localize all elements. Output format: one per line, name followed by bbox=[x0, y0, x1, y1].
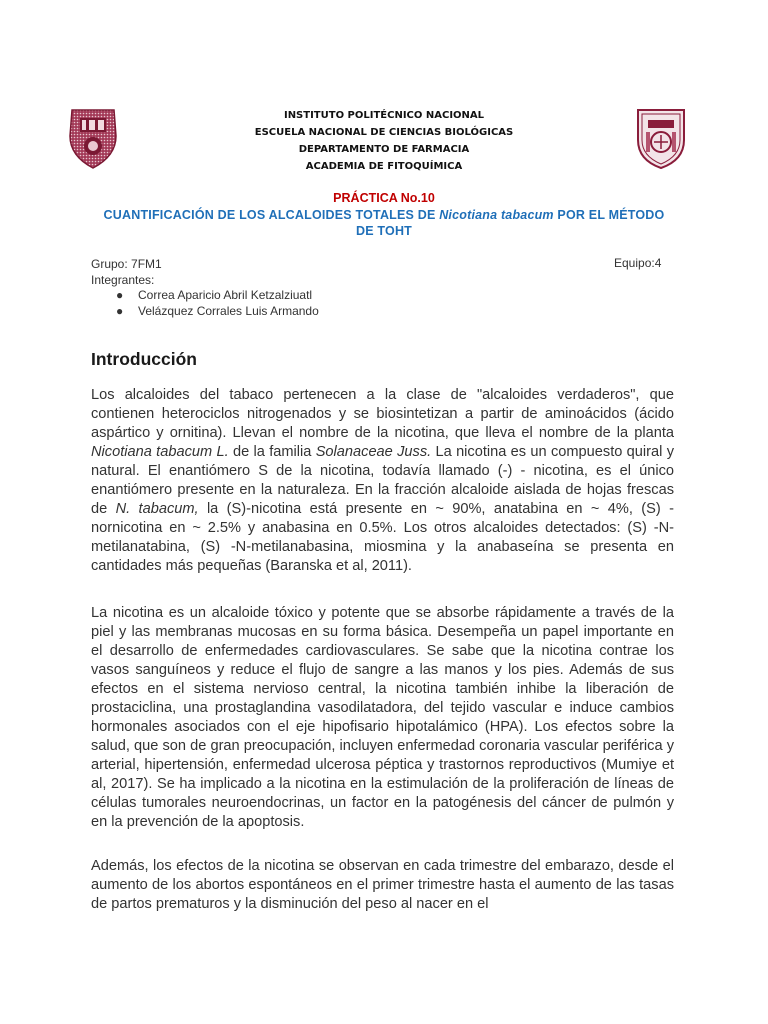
team-label: Equipo:4 bbox=[614, 256, 662, 270]
institute-name: INSTITUTO POLITÉCNICO NACIONAL bbox=[283, 110, 485, 121]
section-heading-introduction: Introducción bbox=[91, 349, 197, 369]
text-run: Los alcaloides del tabaco pertenecen a la clase de "alcaloides verdaderos", que contienen heterociclos nitrogenados y se biosintetizan a partir de aminoácidos (ácido aspártico y ornitina). Llevan el nombre de la nicotina, que lleva el nombre de la planta bbox=[91, 387, 674, 441]
text-run: La nicotina es un compuesto quiral y natural. El enantiómero S de la nicotina, todavía llamado (-) - nicotina, es el único enantiómero presente en la naturaleza. En la fracción alcaloide aislada de hojas frescas de bbox=[91, 444, 674, 517]
title-part-2: POR EL MÉTODO DE TOHT bbox=[355, 208, 665, 238]
practice-number: PRÁCTICA No.10 bbox=[333, 191, 435, 205]
members-label: Integrantes: bbox=[91, 273, 155, 287]
paragraph-3: Además, los efectos de la nicotina se observan en cada trimestre del embarazo, desde el aumento de los abortos espontáneos en el primer trimestre hasta el aumento de las tasas de partos prematuros y la disminución del peso al nacer en el bbox=[91, 858, 674, 912]
list-item: ● Velázquez Corrales Luis Armando bbox=[116, 304, 319, 318]
paragraph-2: La nicotina es un alcaloide tóxico y potente que se absorbe rápidamente a través de la piel y las membranas mucosas en su forma básica. Desempeña un papel importante en el desarrollo de enfermedades cardiovasculares. Se sabe que la nicotina contrae los vasos sanguíneos y reduce el flujo de sangre a las manos y los pies. Además de sus efectos en el sistema nervioso central, la nicotina también inhibe la liberación de prostaciclina, una prostaglandina vasodilatadora, del tejido vascular e induce cambios hormonales asociados con el eje hipofisario hipotalámico (HPA). Los efectos sobre la salud, que son de gran preocupación, incluyen enfermedad coronaria vascular periférica y arterial, hipertensión, enfermedad ulcerosa péptica y trastornos reproductivos (Mumiye et al, 2017). Se ha implicado a la nicotina en la estimulación de la proliferación de líneas de células tumorales neuroendocrinas, un factor en la patogénesis del cáncer de pulmón y en la prevención de la apoptosis. bbox=[91, 605, 674, 830]
species-abbrev: N. tabacum, bbox=[115, 501, 199, 517]
paragraph-1 bbox=[91, 386, 674, 576]
species-name: Nicotiana tabacum L. bbox=[91, 444, 229, 460]
document-title bbox=[96, 207, 672, 239]
group-label: Grupo: 7FM1 bbox=[91, 257, 162, 271]
title-species: Nicotiana tabacum bbox=[439, 208, 554, 222]
school-name: ESCUELA NACIONAL DE CIENCIAS BIOLÓGICAS bbox=[254, 127, 514, 138]
text-run: la (S)-nicotina está presente en ~ 90%, anatabina en ~ 4%, (S) -nornicotina en ~ 2.5% y anabasina en 0.5%. Los otros alcaloides detectados: (S) -N-metilanatabina, (S) -N-metilanabasina, miosmina y la anabaseína se presenta en cantidades más pequeñas (Baranska et al, 2011). bbox=[91, 501, 674, 574]
member-name: Velázquez Corrales Luis Armando bbox=[138, 304, 319, 318]
family-name: Solanaceae Juss. bbox=[315, 444, 432, 460]
title-part-1: CUANTIFICACIÓN DE LOS ALCALOIDES TOTALES DE bbox=[103, 208, 440, 222]
institution-header bbox=[0, 107, 768, 175]
text-run: de la familia bbox=[228, 444, 316, 460]
list-item: ● Correa Aparicio Abril Ketzalziuatl bbox=[116, 288, 313, 302]
member-name: Correa Aparicio Abril Ketzalziuatl bbox=[138, 288, 313, 302]
department-name: DEPARTAMENTO DE FARMACIA bbox=[298, 144, 470, 155]
academy-name: ACADEMIA DE FITOQUÍMICA bbox=[305, 161, 463, 172]
